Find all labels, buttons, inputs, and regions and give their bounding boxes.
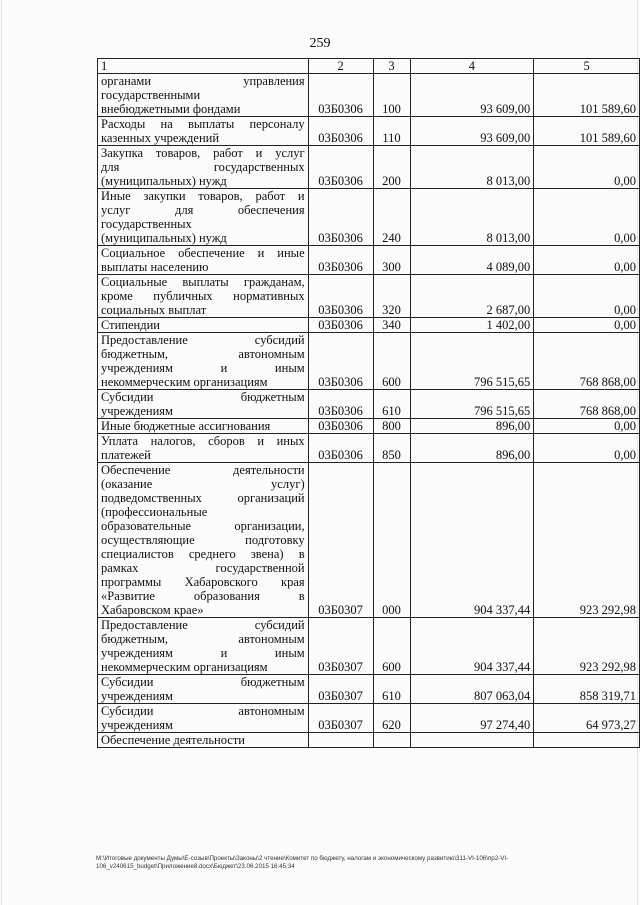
row-value-2016-cell: 0,00 (534, 419, 640, 434)
row-code-cell: 03Б0306 (308, 246, 373, 275)
row-name-line: подведомственных организаций (101, 491, 305, 505)
row-name-cell (98, 434, 309, 463)
row-code-cell: 03Б0307 (308, 618, 373, 675)
row-name-line: внебюджетными фондами (101, 102, 241, 116)
row-value-2015-cell: 8 013,00 (410, 189, 534, 246)
table-row (98, 618, 640, 675)
row-code-cell: 03Б0306 (308, 434, 373, 463)
row-value-2015-cell: 4 089,00 (410, 246, 534, 275)
row-name-cell (98, 463, 309, 618)
table-row (98, 463, 640, 618)
row-value-2015-cell: 1 402,00 (410, 318, 534, 333)
row-name-line: некоммерческим организациям (101, 660, 268, 674)
row-name-line: Иные закупки товаров, работ и (101, 189, 305, 203)
row-value-2016-cell: 923 292,98 (534, 463, 640, 618)
table-row (98, 733, 640, 748)
row-value-2015-cell: 8 013,00 (410, 146, 534, 189)
row-code-cell: 03Б0306 (308, 390, 373, 419)
row-name-line: Закупка товаров, работ и услуг (101, 146, 305, 160)
row-name-cell (98, 390, 309, 419)
row-name-line: государственных (101, 217, 192, 231)
row-type-cell: 200 (373, 146, 410, 189)
row-name-line: органами управления (101, 74, 305, 88)
row-name-line: казенных учреждений (101, 131, 220, 145)
row-type-cell: 340 (373, 318, 410, 333)
row-name-line: для государственных (101, 160, 305, 174)
row-name-line: Социальное обеспечение и иные (101, 246, 305, 260)
header-row (98, 59, 640, 74)
row-value-2016-cell: 923 292,98 (534, 618, 640, 675)
table-row (98, 419, 640, 434)
row-name-cell (98, 704, 309, 733)
row-code-cell: 03Б0306 (308, 189, 373, 246)
row-name-line: кроме публичных нормативных (101, 289, 305, 303)
row-value-2016-cell: 0,00 (534, 318, 640, 333)
row-name-line: Обеспечение деятельности (101, 733, 246, 747)
row-code-cell (308, 733, 373, 748)
row-value-2015-cell: 807 063,04 (410, 675, 534, 704)
row-name-line: специалистов среднего звена) в (101, 547, 305, 561)
row-type-cell: 610 (373, 675, 410, 704)
row-name-line: учреждениям (101, 689, 173, 703)
row-name-cell (98, 618, 309, 675)
row-value-2016-cell: 0,00 (534, 275, 640, 318)
row-name-line: бюджетным, автономным (101, 347, 305, 361)
row-value-2016-cell: 64 973,27 (534, 704, 640, 733)
row-name-line: некоммерческим организациям (101, 375, 268, 389)
row-value-2015-cell (410, 733, 534, 748)
row-type-cell: 000 (373, 463, 410, 618)
row-name-line: Субсидии бюджетным (101, 675, 305, 689)
table-row (98, 434, 640, 463)
row-name-cell (98, 333, 309, 390)
row-type-cell: 600 (373, 618, 410, 675)
table-row (98, 675, 640, 704)
table-row (98, 146, 640, 189)
row-name-cell (98, 733, 309, 748)
scan-edge-left (1, 0, 2, 905)
row-name-line: Уплата налогов, сборов и иных (101, 434, 305, 448)
row-type-cell (373, 733, 410, 748)
row-name-cell (98, 419, 309, 434)
row-code-cell: 03Б0306 (308, 275, 373, 318)
row-name-line: Предоставление субсидий (101, 618, 305, 632)
row-name-line: бюджетным, автономным (101, 632, 305, 646)
row-code-cell: 03Б0306 (308, 117, 373, 146)
table-row (98, 390, 640, 419)
header-col-3: 3 (373, 59, 410, 74)
row-value-2015-cell: 796 515,65 (410, 333, 534, 390)
row-name-line: Стипендии (101, 318, 160, 332)
row-name-cell (98, 246, 309, 275)
row-type-cell: 110 (373, 117, 410, 146)
row-name-line: выплаты населению (101, 260, 209, 274)
header-col-2: 2 (308, 59, 373, 74)
row-type-cell: 620 (373, 704, 410, 733)
row-value-2015-cell: 93 609,00 (410, 117, 534, 146)
row-name-line: (муниципальных) нужд (101, 231, 227, 245)
row-name-line: Субсидии бюджетным (101, 390, 305, 404)
row-type-cell: 320 (373, 275, 410, 318)
page-number: 259 (309, 36, 331, 51)
row-name-line: «Развитие образования в (101, 589, 305, 603)
row-name-line: Расходы на выплаты персоналу (101, 117, 305, 131)
table-row (98, 704, 640, 733)
table-row (98, 74, 640, 117)
row-code-cell: 03Б0307 (308, 704, 373, 733)
row-code-cell: 03Б0306 (308, 419, 373, 434)
row-name-line: социальных выплат (101, 303, 207, 317)
row-name-line: Субсидии автономным (101, 704, 305, 718)
row-value-2016-cell: 101 589,60 (534, 117, 640, 146)
header-col-5: 5 (534, 59, 640, 74)
row-code-cell: 03Б0307 (308, 675, 373, 704)
row-name-cell (98, 117, 309, 146)
row-name-line: (профессиональные (101, 505, 208, 519)
table-row (98, 117, 640, 146)
row-name-line: Иные бюджетные ассигнования (101, 419, 271, 433)
row-name-cell (98, 318, 309, 333)
row-name-line: учреждениям (101, 404, 173, 418)
row-type-cell: 610 (373, 390, 410, 419)
row-value-2015-cell: 2 687,00 (410, 275, 534, 318)
row-type-cell: 100 (373, 74, 410, 117)
row-name-line: услуг для обеспечения (101, 203, 305, 217)
row-name-cell (98, 189, 309, 246)
row-value-2015-cell: 904 337,44 (410, 618, 534, 675)
row-name-line: Обеспечение деятельности (101, 463, 305, 477)
table-row (98, 333, 640, 390)
table-row (98, 318, 640, 333)
row-value-2015-cell: 796 515,65 (410, 390, 534, 419)
row-name-cell (98, 675, 309, 704)
row-name-line: Предоставление субсидий (101, 333, 305, 347)
row-name-cell (98, 275, 309, 318)
row-type-cell: 300 (373, 246, 410, 275)
row-name-line: образовательные организации, (101, 519, 305, 533)
row-value-2016-cell: 0,00 (534, 246, 640, 275)
row-value-2015-cell: 93 609,00 (410, 74, 534, 117)
row-value-2015-cell: 904 337,44 (410, 463, 534, 618)
row-value-2015-cell: 896,00 (410, 419, 534, 434)
row-name-line: учреждениям и иным (101, 646, 305, 660)
row-code-cell: 03Б0306 (308, 146, 373, 189)
row-value-2016-cell: 0,00 (534, 434, 640, 463)
row-name-line: платежей (101, 448, 151, 462)
row-name-line: Социальные выплаты гражданам, (101, 275, 305, 289)
row-name-line: учреждениям (101, 718, 173, 732)
row-value-2016-cell: 768 868,00 (534, 390, 640, 419)
row-code-cell: 03Б0307 (308, 463, 373, 618)
row-code-cell: 03Б0306 (308, 74, 373, 117)
row-value-2016-cell: 0,00 (534, 146, 640, 189)
row-value-2015-cell: 97 274,40 (410, 704, 534, 733)
row-type-cell: 850 (373, 434, 410, 463)
row-name-cell (98, 146, 309, 189)
row-value-2016-cell: 0,00 (534, 189, 640, 246)
table-row (98, 246, 640, 275)
row-value-2016-cell (534, 733, 640, 748)
row-name-line: Хабаровском крае» (101, 603, 204, 617)
table-row (98, 189, 640, 246)
header-col-4: 4 (410, 59, 534, 74)
row-name-line: (оказание услуг) (101, 477, 305, 491)
row-value-2015-cell: 896,00 (410, 434, 534, 463)
row-value-2016-cell: 101 589,60 (534, 74, 640, 117)
row-name-line: государственными (101, 88, 201, 102)
row-name-cell (98, 74, 309, 117)
row-code-cell: 03Б0306 (308, 333, 373, 390)
row-type-cell: 800 (373, 419, 410, 434)
row-name-line: учреждениям и иным (101, 361, 305, 375)
row-code-cell: 03Б0306 (308, 318, 373, 333)
row-name-line: рамках государственной (101, 561, 305, 575)
row-value-2016-cell: 768 868,00 (534, 333, 640, 390)
table-row (98, 275, 640, 318)
document-path-footer: М:\Итоговые документы Думы\Е-созыв\Проекты\Законы\2 чтение\Комитет по бюджету, налогам и экономическому развитию\311-VI-106\пр2-VI- 106_v240615_budget\Приложение8.docx\Бюджет\23.06.2015 16:45:34 (96, 855, 509, 870)
row-name-line: (муниципальных) нужд (101, 174, 227, 188)
row-name-line: осуществляющие подготовку (101, 533, 305, 547)
header-col-1: 1 (98, 59, 309, 74)
row-type-cell: 600 (373, 333, 410, 390)
row-type-cell: 240 (373, 189, 410, 246)
row-value-2016-cell: 858 319,71 (534, 675, 640, 704)
row-name-line: программы Хабаровского края (101, 575, 305, 589)
budget-table (97, 58, 640, 748)
